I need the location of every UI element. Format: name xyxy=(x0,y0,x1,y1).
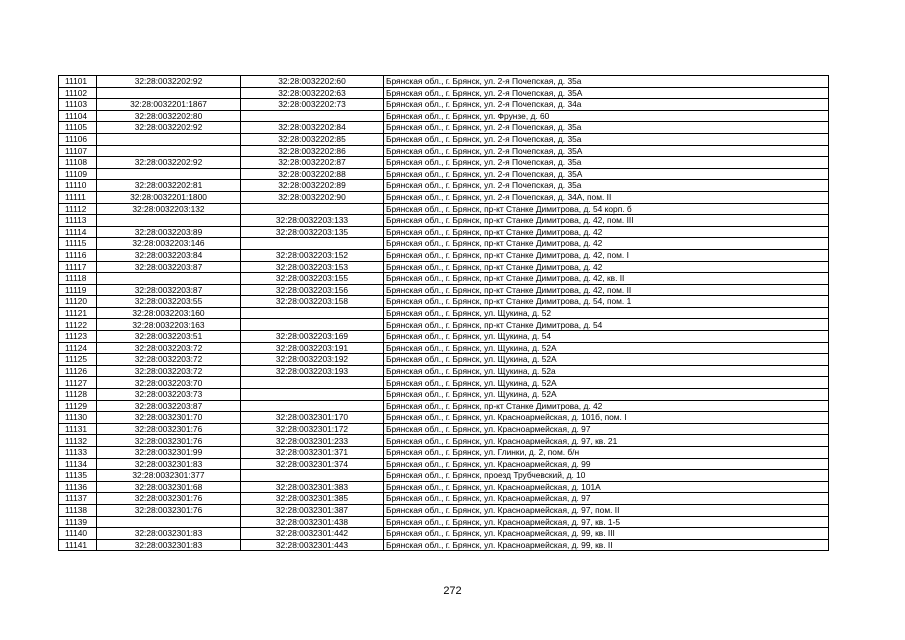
premises-cadastral-number-cell: 32:28:0032203:191 xyxy=(241,342,384,354)
building-cadastral-number-cell: 32:28:0032301:83 xyxy=(97,528,241,540)
row-number-cell: 11132 xyxy=(59,435,97,447)
row-number-cell: 11116 xyxy=(59,249,97,261)
address-cell: Брянская обл., г. Брянск, ул. 2-я Почепская, д. 35А xyxy=(384,168,829,180)
row-number-cell: 11117 xyxy=(59,261,97,273)
address-cell: Брянская обл., г. Брянск, ул. 2-я Почепская, д. 35а xyxy=(384,122,829,134)
table-row xyxy=(59,180,829,192)
table-row xyxy=(59,133,829,145)
building-cadastral-number-cell: 32:28:0032301:76 xyxy=(97,493,241,505)
table-row xyxy=(59,389,829,401)
premises-cadastral-number-cell: 32:28:0032202:89 xyxy=(241,180,384,192)
table-row xyxy=(59,87,829,99)
table-row xyxy=(59,261,829,273)
row-number-cell: 11101 xyxy=(59,76,97,88)
address-cell: Брянская обл., г. Брянск, пр-кт Станке Димитрова, д. 42, кв. II xyxy=(384,273,829,285)
building-cadastral-number-cell xyxy=(97,516,241,528)
address-cell: Брянская обл., г. Брянск, пр-кт Станке Димитрова, д. 42, пом. II xyxy=(384,284,829,296)
premises-cadastral-number-cell: 32:28:0032203:133 xyxy=(241,215,384,227)
table-row xyxy=(59,331,829,343)
address-cell: Брянская обл., г. Брянск, ул. Красноармейская, д. 101б, пом. I xyxy=(384,412,829,424)
building-cadastral-number-cell xyxy=(97,133,241,145)
building-cadastral-number-cell: 32:28:0032202:81 xyxy=(97,180,241,192)
building-cadastral-number-cell: 32:28:0032202:80 xyxy=(97,110,241,122)
address-cell: Брянская обл., г. Брянск, пр-кт Станке Димитрова, д. 42, пом. I xyxy=(384,249,829,261)
row-number-cell: 11109 xyxy=(59,168,97,180)
building-cadastral-number-cell xyxy=(97,87,241,99)
premises-cadastral-number-cell: 32:28:0032202:73 xyxy=(241,99,384,111)
row-number-cell: 11136 xyxy=(59,481,97,493)
row-number-cell: 11131 xyxy=(59,423,97,435)
address-cell: Брянская обл., г. Брянск, ул. 2-я Почепская, д. 35а xyxy=(384,157,829,169)
address-cell: Брянская обл., г. Брянск, ул. Красноармейская, д. 97, кв. 21 xyxy=(384,435,829,447)
premises-cadastral-number-cell xyxy=(241,400,384,412)
row-number-cell: 11107 xyxy=(59,145,97,157)
address-cell: Брянская обл., г. Брянск, ул. Красноармейская, д. 97 xyxy=(384,423,829,435)
address-cell: Брянская обл., г. Брянск, ул. Щукина, д. 52А xyxy=(384,377,829,389)
building-cadastral-number-cell: 32:28:0032203:72 xyxy=(97,354,241,366)
premises-cadastral-number-cell: 32:28:0032203:192 xyxy=(241,354,384,366)
table-row xyxy=(59,365,829,377)
premises-cadastral-number-cell: 32:28:0032301:172 xyxy=(241,423,384,435)
row-number-cell: 11102 xyxy=(59,87,97,99)
table-row xyxy=(59,423,829,435)
table-row xyxy=(59,145,829,157)
address-cell: Брянская обл., г. Брянск, ул. 2-я Почепская, д. 35а xyxy=(384,133,829,145)
row-number-cell: 11113 xyxy=(59,215,97,227)
building-cadastral-number-cell: 32:28:0032201:1867 xyxy=(97,99,241,111)
premises-cadastral-number-cell xyxy=(241,203,384,215)
premises-cadastral-number-cell: 32:28:0032203:156 xyxy=(241,284,384,296)
building-cadastral-number-cell xyxy=(97,273,241,285)
address-cell: Брянская обл., г. Брянск, пр-кт Станке Димитрова, д. 42 xyxy=(384,226,829,238)
row-number-cell: 11114 xyxy=(59,226,97,238)
premises-cadastral-number-cell xyxy=(241,389,384,401)
building-cadastral-number-cell xyxy=(97,145,241,157)
table-row xyxy=(59,354,829,366)
premises-cadastral-number-cell: 32:28:0032202:60 xyxy=(241,76,384,88)
table-row xyxy=(59,377,829,389)
address-cell: Брянская обл., г. Брянск, ул. Красноармейская, д. 97, пом. II xyxy=(384,504,829,516)
table-row xyxy=(59,504,829,516)
building-cadastral-number-cell: 32:28:0032202:92 xyxy=(97,122,241,134)
table-row xyxy=(59,516,829,528)
row-number-cell: 11126 xyxy=(59,365,97,377)
address-cell: Брянская обл., г. Брянск, ул. Красноармейская, д. 97 xyxy=(384,493,829,505)
table-row xyxy=(59,412,829,424)
row-number-cell: 11141 xyxy=(59,539,97,551)
address-cell: Брянская обл., г. Брянск, ул. Щукина, д. 52А xyxy=(384,354,829,366)
table-row xyxy=(59,539,829,551)
premises-cadastral-number-cell xyxy=(241,307,384,319)
address-cell: Брянская обл., г. Брянск, проезд Трубчевский, д. 10 xyxy=(384,470,829,482)
table-row xyxy=(59,435,829,447)
row-number-cell: 11134 xyxy=(59,458,97,470)
address-cell: Брянская обл., г. Брянск, пр-кт Станке Димитрова, д. 42 xyxy=(384,238,829,250)
premises-cadastral-number-cell: 32:28:0032301:383 xyxy=(241,481,384,493)
premises-cadastral-number-cell: 32:28:0032202:90 xyxy=(241,191,384,203)
address-cell: Брянская обл., г. Брянск, ул. 2-я Почепская, д. 34а xyxy=(384,99,829,111)
table-row xyxy=(59,110,829,122)
row-number-cell: 11139 xyxy=(59,516,97,528)
row-number-cell: 11128 xyxy=(59,389,97,401)
premises-cadastral-number-cell: 32:28:0032301:443 xyxy=(241,539,384,551)
premises-cadastral-number-cell: 32:28:0032203:169 xyxy=(241,331,384,343)
premises-cadastral-number-cell xyxy=(241,377,384,389)
premises-cadastral-number-cell xyxy=(241,470,384,482)
premises-cadastral-number-cell: 32:28:0032203:135 xyxy=(241,226,384,238)
row-number-cell: 11103 xyxy=(59,99,97,111)
row-number-cell: 11127 xyxy=(59,377,97,389)
row-number-cell: 11137 xyxy=(59,493,97,505)
premises-cadastral-number-cell: 32:28:0032301:371 xyxy=(241,447,384,459)
table-row xyxy=(59,76,829,88)
table-row xyxy=(59,226,829,238)
table-row xyxy=(59,191,829,203)
row-number-cell: 11115 xyxy=(59,238,97,250)
address-cell: Брянская обл., г. Брянск, ул. 2-я Почепская, д. 34А, пом. II xyxy=(384,191,829,203)
premises-cadastral-number-cell: 32:28:0032301:233 xyxy=(241,435,384,447)
address-cell: Брянская обл., г. Брянск, пр-кт Станке Димитрова, д. 42 xyxy=(384,261,829,273)
row-number-cell: 11118 xyxy=(59,273,97,285)
address-cell: Брянская обл., г. Брянск, ул. Красноармейская, д. 99, кв. III xyxy=(384,528,829,540)
premises-cadastral-number-cell: 32:28:0032202:63 xyxy=(241,87,384,99)
premises-cadastral-number-cell: 32:28:0032301:374 xyxy=(241,458,384,470)
address-cell: Брянская обл., г. Брянск, ул. Красноармейская, д. 97, кв. 1-5 xyxy=(384,516,829,528)
row-number-cell: 11133 xyxy=(59,447,97,459)
row-number-cell: 11138 xyxy=(59,504,97,516)
building-cadastral-number-cell: 32:28:0032203:87 xyxy=(97,261,241,273)
building-cadastral-number-cell: 32:28:0032201:1800 xyxy=(97,191,241,203)
address-cell: Брянская обл., г. Брянск, ул. Красноармейская, д. 99 xyxy=(384,458,829,470)
address-cell: Брянская обл., г. Брянск, ул. Красноармейская, д. 101А xyxy=(384,481,829,493)
row-number-cell: 11105 xyxy=(59,122,97,134)
building-cadastral-number-cell: 32:28:0032203:146 xyxy=(97,238,241,250)
row-number-cell: 11108 xyxy=(59,157,97,169)
building-cadastral-number-cell: 32:28:0032203:132 xyxy=(97,203,241,215)
building-cadastral-number-cell: 32:28:0032301:76 xyxy=(97,423,241,435)
table-row xyxy=(59,296,829,308)
row-number-cell: 11130 xyxy=(59,412,97,424)
row-number-cell: 11121 xyxy=(59,307,97,319)
row-number-cell: 11140 xyxy=(59,528,97,540)
premises-cadastral-number-cell: 32:28:0032202:84 xyxy=(241,122,384,134)
premises-cadastral-number-cell: 32:28:0032202:88 xyxy=(241,168,384,180)
premises-cadastral-number-cell: 32:28:0032202:87 xyxy=(241,157,384,169)
table-row xyxy=(59,528,829,540)
premises-cadastral-number-cell xyxy=(241,319,384,331)
building-cadastral-number-cell: 32:28:0032203:73 xyxy=(97,389,241,401)
row-number-cell: 11129 xyxy=(59,400,97,412)
premises-cadastral-number-cell: 32:28:0032301:438 xyxy=(241,516,384,528)
table-row xyxy=(59,99,829,111)
table-row xyxy=(59,215,829,227)
building-cadastral-number-cell: 32:28:0032203:163 xyxy=(97,319,241,331)
premises-cadastral-number-cell: 32:28:0032203:158 xyxy=(241,296,384,308)
table-body xyxy=(59,76,829,551)
premises-cadastral-number-cell: 32:28:0032203:155 xyxy=(241,273,384,285)
row-number-cell: 11123 xyxy=(59,331,97,343)
table-row xyxy=(59,238,829,250)
table-row xyxy=(59,400,829,412)
building-cadastral-number-cell: 32:28:0032202:92 xyxy=(97,157,241,169)
cadastral-table xyxy=(58,75,829,551)
page-number: 272 xyxy=(443,585,462,597)
table-row xyxy=(59,470,829,482)
table-row xyxy=(59,319,829,331)
table-row xyxy=(59,203,829,215)
address-cell: Брянская обл., г. Брянск, ул. Глинки, д. 2, пом. б/н xyxy=(384,447,829,459)
row-number-cell: 11104 xyxy=(59,110,97,122)
premises-cadastral-number-cell: 32:28:0032203:193 xyxy=(241,365,384,377)
table-row xyxy=(59,122,829,134)
row-number-cell: 11125 xyxy=(59,354,97,366)
address-cell: Брянская обл., г. Брянск, ул. 2-я Почепская, д. 35а xyxy=(384,76,829,88)
premises-cadastral-number-cell xyxy=(241,110,384,122)
building-cadastral-number-cell: 32:28:0032203:51 xyxy=(97,331,241,343)
building-cadastral-number-cell: 32:28:0032203:55 xyxy=(97,296,241,308)
table-row xyxy=(59,307,829,319)
premises-cadastral-number-cell xyxy=(241,238,384,250)
table-row xyxy=(59,273,829,285)
building-cadastral-number-cell: 32:28:0032203:160 xyxy=(97,307,241,319)
building-cadastral-number-cell xyxy=(97,215,241,227)
building-cadastral-number-cell: 32:28:0032301:70 xyxy=(97,412,241,424)
building-cadastral-number-cell xyxy=(97,168,241,180)
address-cell: Брянская обл., г. Брянск, ул. 2-я Почепская, д. 35А xyxy=(384,87,829,99)
table-row xyxy=(59,157,829,169)
building-cadastral-number-cell: 32:28:0032301:99 xyxy=(97,447,241,459)
row-number-cell: 11106 xyxy=(59,133,97,145)
building-cadastral-number-cell: 32:28:0032203:84 xyxy=(97,249,241,261)
premises-cadastral-number-cell: 32:28:0032203:152 xyxy=(241,249,384,261)
address-cell: Брянская обл., г. Брянск, ул. 2-я Почепская, д. 35А xyxy=(384,145,829,157)
building-cadastral-number-cell: 32:28:0032202:92 xyxy=(97,76,241,88)
building-cadastral-number-cell: 32:28:0032301:68 xyxy=(97,481,241,493)
address-cell: Брянская обл., г. Брянск, ул. Щукина, д. 52 xyxy=(384,307,829,319)
premises-cadastral-number-cell: 32:28:0032301:387 xyxy=(241,504,384,516)
row-number-cell: 11122 xyxy=(59,319,97,331)
building-cadastral-number-cell: 32:28:0032301:83 xyxy=(97,539,241,551)
table-row xyxy=(59,284,829,296)
premises-cadastral-number-cell: 32:28:0032202:85 xyxy=(241,133,384,145)
address-cell: Брянская обл., г. Брянск, пр-кт Станке Димитрова, д. 54 xyxy=(384,319,829,331)
building-cadastral-number-cell: 32:28:0032203:87 xyxy=(97,284,241,296)
address-cell: Брянская обл., г. Брянск, ул. Щукина, д. 52а xyxy=(384,365,829,377)
building-cadastral-number-cell: 32:28:0032203:89 xyxy=(97,226,241,238)
address-cell: Брянская обл., г. Брянск, ул. Красноармейская, д. 99, кв. II xyxy=(384,539,829,551)
row-number-cell: 11135 xyxy=(59,470,97,482)
address-cell: Брянская обл., г. Брянск, ул. Щукина, д. 52А xyxy=(384,342,829,354)
building-cadastral-number-cell: 32:28:0032301:76 xyxy=(97,504,241,516)
row-number-cell: 11120 xyxy=(59,296,97,308)
address-cell: Брянская обл., г. Брянск, пр-кт Станке Димитрова, д. 54 корп. б xyxy=(384,203,829,215)
address-cell: Брянская обл., г. Брянск, пр-кт Станке Димитрова, д. 42 xyxy=(384,400,829,412)
address-cell: Брянская обл., г. Брянск, пр-кт Станке Димитрова, д. 42, пом. III xyxy=(384,215,829,227)
building-cadastral-number-cell: 32:28:0032301:76 xyxy=(97,435,241,447)
row-number-cell: 11119 xyxy=(59,284,97,296)
table-row xyxy=(59,458,829,470)
premises-cadastral-number-cell: 32:28:0032301:385 xyxy=(241,493,384,505)
table-row xyxy=(59,249,829,261)
premises-cadastral-number-cell: 32:28:0032202:86 xyxy=(241,145,384,157)
address-cell: Брянская обл., г. Брянск, пр-кт Станке Димитрова, д. 54, пом. 1 xyxy=(384,296,829,308)
address-cell: Брянская обл., г. Брянск, ул. Щукина, д. 52А xyxy=(384,389,829,401)
building-cadastral-number-cell: 32:28:0032203:87 xyxy=(97,400,241,412)
address-cell: Брянская обл., г. Брянск, ул. Щукина, д. 54 xyxy=(384,331,829,343)
row-number-cell: 11110 xyxy=(59,180,97,192)
row-number-cell: 11124 xyxy=(59,342,97,354)
row-number-cell: 11111 xyxy=(59,191,97,203)
building-cadastral-number-cell: 32:28:0032203:72 xyxy=(97,342,241,354)
table-row xyxy=(59,168,829,180)
address-cell: Брянская обл., г. Брянск, ул. Фрунзе, д. 60 xyxy=(384,110,829,122)
premises-cadastral-number-cell: 32:28:0032301:170 xyxy=(241,412,384,424)
table-row xyxy=(59,493,829,505)
building-cadastral-number-cell: 32:28:0032203:70 xyxy=(97,377,241,389)
address-cell: Брянская обл., г. Брянск, ул. 2-я Почепская, д. 35а xyxy=(384,180,829,192)
building-cadastral-number-cell: 32:28:0032203:72 xyxy=(97,365,241,377)
building-cadastral-number-cell: 32:28:0032301:377 xyxy=(97,470,241,482)
table-row xyxy=(59,447,829,459)
premises-cadastral-number-cell: 32:28:0032301:442 xyxy=(241,528,384,540)
table-row xyxy=(59,342,829,354)
building-cadastral-number-cell: 32:28:0032301:83 xyxy=(97,458,241,470)
row-number-cell: 11112 xyxy=(59,203,97,215)
premises-cadastral-number-cell: 32:28:0032203:153 xyxy=(241,261,384,273)
table-row xyxy=(59,481,829,493)
